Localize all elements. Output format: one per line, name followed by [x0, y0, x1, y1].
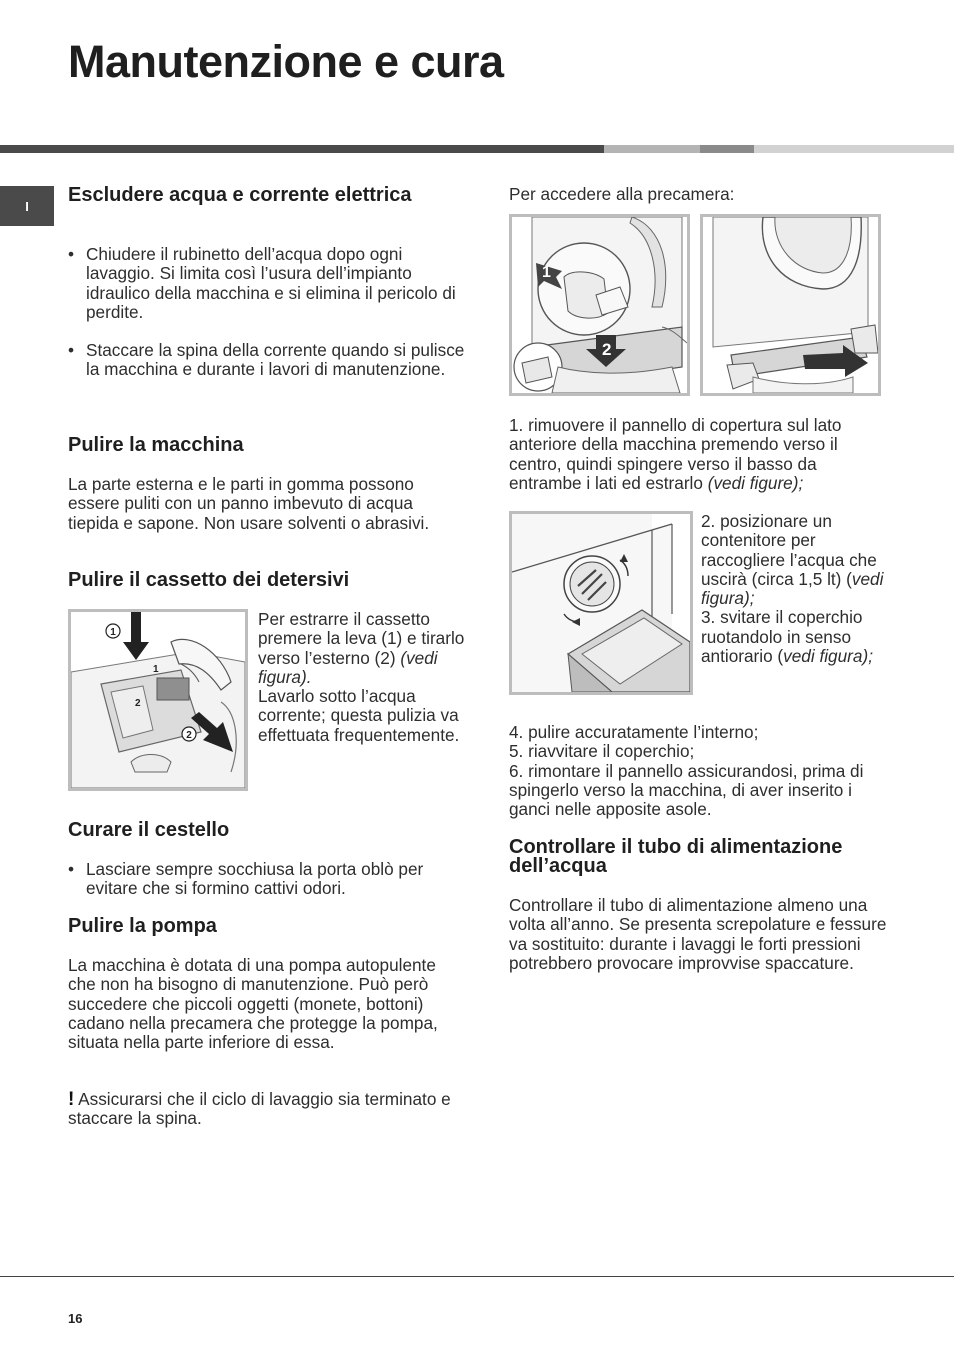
clean-drawer-text [258, 610, 468, 745]
step3-ref: vedi figura [783, 646, 863, 667]
pump-warning [68, 1090, 468, 1129]
heading-hose: Controllare il tubo di alimentazione dell’acqua [509, 836, 843, 877]
panel-step-2: 2 [602, 340, 612, 359]
figure-pull-panel [700, 214, 881, 396]
step3-main: 3. svitare il coperchio ruotandolo in senso antiorario ( [701, 607, 863, 667]
heading-disconnect: Escludere acqua e corrente elettrica [68, 184, 412, 206]
step2-3-text [701, 512, 891, 666]
disconnect-bullets [68, 245, 468, 399]
clean-drawer-main: Per estrarre il cassetto premere la leva (1) e tirarlo verso l’esterno (2) [258, 609, 465, 668]
drawer-illustration [71, 612, 245, 788]
page-number: 16 [68, 1311, 83, 1326]
step2-ref: vedi figura [701, 568, 884, 609]
heading-clean-drawer: Pulire il cassetto dei detersivi [68, 569, 350, 591]
hose-text: Controllare il tubo di alimentazione almeno una volta all’anno. Se presenta screpolature e fessure va sostituito: durante i lavaggi le forti pressioni potrebbero provocare improvvise spaccature. [509, 895, 887, 973]
footer-rule [0, 1276, 954, 1277]
step1-main: 1. rimuovere il pannello di copertura sul lato anteriore della macchina premendo verso il centro, quindi spingere verso il basso da entrambe i lati ed estrarlo [509, 415, 842, 493]
figure-unscrew-cover [509, 511, 693, 695]
clean-machine-text: La parte esterna e le parti in gomma possono essere puliti con un panno imbevuto di acqua tiepida e sapone. Non usare solventi o abrasivi. [68, 474, 430, 533]
figure-remove-panel [509, 214, 690, 396]
step1-text [509, 416, 889, 493]
list-item: • Staccare la spina della corrente quando si pulisce la macchina e durante i lavori di manutenzione. [68, 341, 468, 380]
clean-drawer-ref: (vedi figura). [258, 647, 438, 687]
list-item: • Chiudere il rubinetto dell’acqua dopo ogni lavaggio. Si limita così l’usura dell’impianto idraulico della macchina e si elimina il pericolo di perdite. [68, 245, 468, 322]
list-item: 5. riavvitare il coperchio; [509, 741, 695, 762]
drum-bullets [68, 860, 468, 918]
step1-ref: (vedi figure); [707, 472, 804, 493]
heading-drum: Curare il cestello [68, 819, 230, 841]
step2-end: ); [744, 588, 755, 609]
list-item: 6. rimontare il pannello assicurandosi, prima di spingerlo verso la macchina, di aver inserito i ganci nelle apposite asole. [509, 760, 864, 820]
clean-drawer-after: Lavarlo sotto l’acqua corrente; questa pulizia va effettuata frequentemente. [258, 686, 460, 745]
warning-icon: ! [68, 1089, 75, 1110]
list-item: • Lasciare sempre socchiusa la porta oblò per evitare che si formino cattivi odori. [68, 860, 468, 899]
header-color-bar [0, 145, 954, 153]
figure-detergent-drawer [68, 609, 248, 791]
precamera-intro: Per accedere alla precamera: [509, 184, 735, 204]
steps-list [509, 723, 889, 819]
pull-panel-illustration [703, 217, 878, 393]
drawer-label-2: 2 [186, 730, 192, 741]
drawer-inner-label-1: 1 [153, 664, 159, 675]
remove-panel-illustration [512, 217, 687, 393]
heading-pump: Pulire la pompa [68, 915, 217, 937]
language-tab: I [0, 186, 54, 226]
panel-step-1: 1 [542, 264, 551, 281]
page-title: Manutenzione e cura [68, 36, 504, 87]
step3-end: ); [862, 646, 873, 667]
pump-text: La macchina è dotata di una pompa autopulente che non ha bisogno di manutenzione. Può però succedere che piccoli oggetti (monete, bottoni) cadano nella precamera che protegge la pompa, situata nella parte inferiore di essa. [68, 955, 438, 1053]
list-item: 4. pulire accuratamente l’interno; [509, 722, 759, 742]
step2-main: 2. posizionare un contenitore per raccogliere l’acqua che uscirà (circa 1,5 lt) ( [701, 511, 877, 589]
drawer-label-1: 1 [110, 627, 116, 638]
drawer-inner-label-2: 2 [135, 698, 141, 709]
unscrew-cover-illustration [512, 514, 690, 692]
pump-warning-text: Assicurarsi che il ciclo di lavaggio sia terminato e staccare la spina. [68, 1089, 451, 1129]
heading-clean-machine: Pulire la macchina [68, 434, 244, 456]
